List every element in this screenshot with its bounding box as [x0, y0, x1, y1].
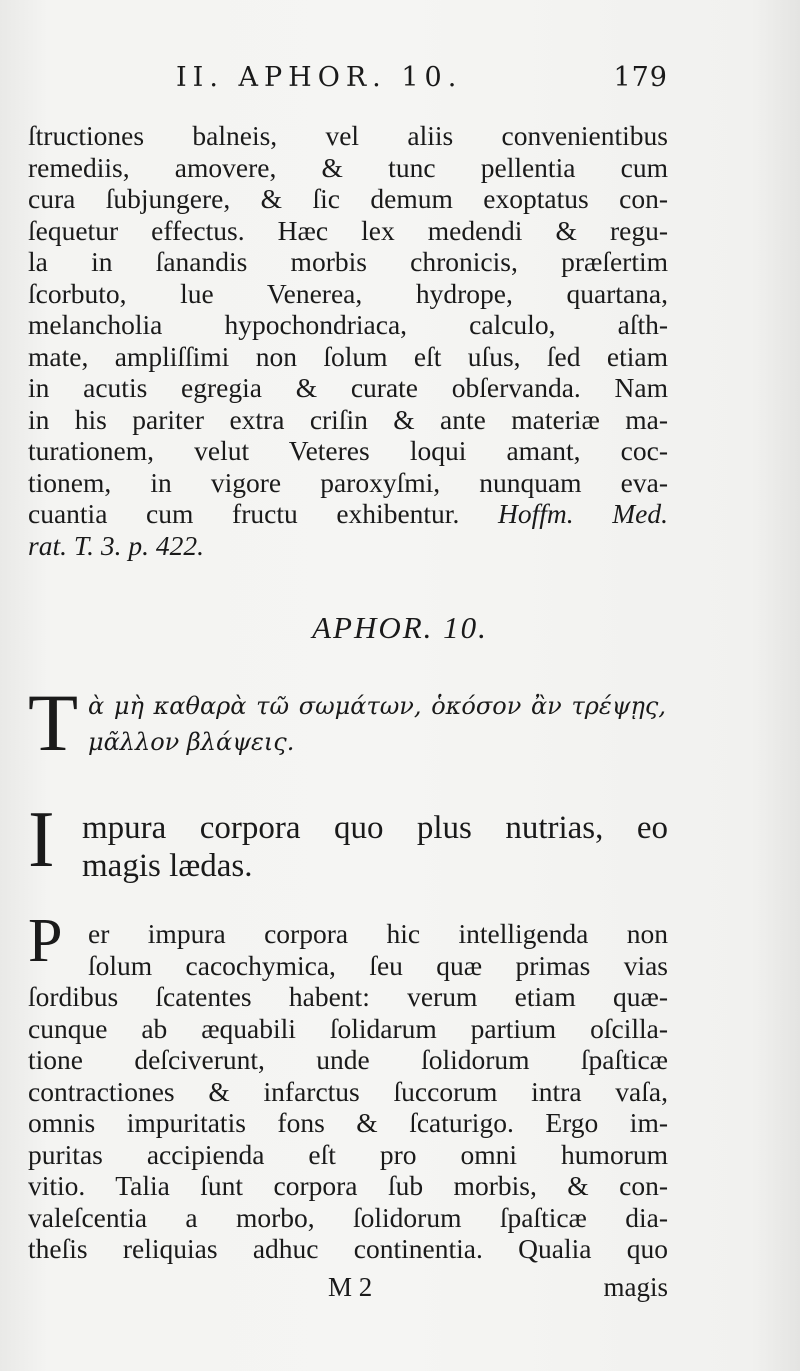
text-line: ſcorbuto, lue Venerea, hydrope, quartana,	[28, 277, 668, 309]
text-line: tionem, in vigore paroxyſmi, nunquam eva-	[28, 466, 668, 498]
citation-line: rat. T. 3. p. 422.	[28, 529, 204, 561]
text-fragment: cuantia cum fructu exhibentur.	[28, 498, 460, 529]
citation-author: Hoffm. Med.	[497, 498, 668, 529]
commentary-line: er impura corpora hic intelligenda non	[88, 918, 668, 949]
text-line-with-citation	[28, 498, 668, 530]
running-title: II. APHOR. 10.	[176, 62, 463, 93]
commentary-opening	[28, 907, 668, 981]
aphorism-heading: APHOR. 10.	[312, 610, 488, 645]
greek-drop-initial: T	[28, 677, 79, 768]
greek-line: μᾶλλον βλάψεις.	[88, 728, 295, 756]
greek-line: ὰ μὴ καθαρὰ τῶ σωμάτων, ὁκόσον ἂν τρέψῃς,	[88, 692, 666, 720]
text-line: mate, ampliſſimi non ſolum eſt uſus, ſed etiam	[28, 340, 668, 372]
commentary-drop-initial: P	[28, 907, 63, 975]
latin-aphorism	[28, 796, 668, 886]
commentary-body	[28, 981, 668, 1265]
text-line: in acutis egregia & curate obſervanda. Nam	[28, 372, 668, 403]
commentary-line: theſis reliquias adhuc continentia. Qualia quo	[28, 1233, 668, 1264]
continued-paragraph	[28, 120, 668, 561]
commentary	[28, 907, 668, 1265]
text-line: melancholia hypochondriaca, calculo, aſth-	[28, 309, 668, 340]
latin-line: mpura corpora quo plus nutrias, eo	[82, 810, 668, 846]
text-line: ſtructiones balneis, vel aliis convenientibus	[28, 120, 668, 151]
text-line: ſequetur effectus. Hæc lex medendi & regu-	[28, 214, 668, 246]
latin-drop-initial: I	[28, 796, 55, 884]
page-header	[28, 62, 668, 102]
page-number: 179	[613, 62, 668, 93]
commentary-line: ſolum cacochymica, ſeu quæ primas vias	[88, 949, 668, 981]
commentary-line: puritas accipienda eſt pro omni humorum	[28, 1138, 668, 1170]
latin-line: magis lædas.	[82, 848, 253, 884]
greek-aphorism	[28, 677, 668, 768]
commentary-line: tione deſciverunt, unde ſolidorum ſpaſticæ	[28, 1044, 668, 1075]
text-line: turationem, velut Veteres loqui amant, coc-	[28, 435, 668, 466]
text-line: in his pariter extra criſin & ante materiæ ma-	[28, 403, 668, 435]
signature-mark: M 2	[328, 1272, 373, 1302]
text-line: remediis, amovere, & tunc pellentia cum	[28, 151, 668, 183]
commentary-line: ſordibus ſcatentes habent: verum etiam quæ-	[28, 981, 668, 1012]
commentary-line: cunque ab æquabili ſolidarum partium oſcilla-	[28, 1012, 668, 1044]
commentary-line: contractiones & infarctus ſuccorum intra vaſa,	[28, 1075, 668, 1107]
page-footer	[28, 1272, 668, 1308]
commentary-line: omnis impuritatis fons & ſcaturigo. Ergo im-	[28, 1107, 668, 1138]
catchword: magis	[603, 1272, 668, 1302]
commentary-line: valeſcentia a morbo, ſolidorum ſpaſticæ dia-	[28, 1201, 668, 1233]
commentary-line: vitio. Talia ſunt corpora ſub morbis, & con-	[28, 1170, 668, 1201]
text-line: la in ſanandis morbis chronicis, præſertim	[28, 246, 668, 277]
text-line: cura ſubjungere, & ſic demum exoptatus con-	[28, 183, 668, 214]
